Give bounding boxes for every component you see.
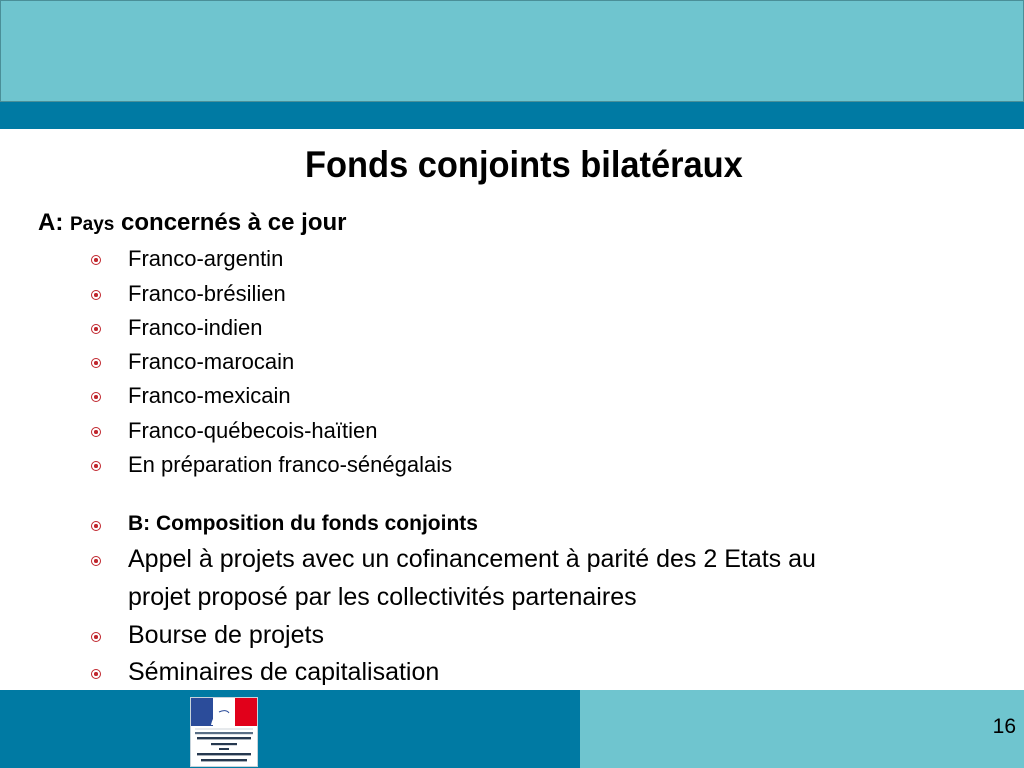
list-item	[128, 281, 286, 307]
section-a-rest: concernés à ce jour	[114, 209, 347, 236]
bullet-icon	[91, 324, 101, 334]
list-item	[128, 418, 377, 444]
list-item	[128, 246, 283, 272]
list-item-text: En préparation franco-sénégalais	[128, 452, 453, 477]
list-item-text: projet proposé par les collectivités partenaires	[128, 583, 637, 611]
list-item	[128, 452, 452, 478]
list-item-text: Franco-mexicain	[128, 383, 291, 408]
bullet-icon	[91, 632, 101, 642]
list-item	[128, 383, 291, 409]
footer-band-light	[580, 690, 1024, 768]
list-item-text: Franco-québecois-haïtien	[128, 418, 378, 443]
list-item-continuation	[128, 583, 637, 612]
list-item-text: Franco-indien	[128, 315, 263, 340]
marianne-logo-icon	[191, 698, 257, 766]
bullet-icon	[91, 392, 101, 402]
bullet-icon	[91, 461, 101, 471]
list-item-text: Franco-brésilien	[128, 281, 286, 306]
list-item	[128, 545, 816, 574]
list-item	[128, 315, 263, 341]
section-a-prefix: A:	[38, 209, 70, 236]
list-item-text: Bourse de projets	[128, 621, 324, 649]
bullet-icon	[91, 427, 101, 437]
page-number: 16	[992, 715, 1016, 738]
list-item	[128, 621, 324, 650]
list-item-text: Appel à projets avec un cofinancement à parité des 2 Etats au	[128, 545, 816, 573]
bullet-icon	[91, 521, 101, 531]
bullet-icon	[91, 290, 101, 300]
bullet-icon	[91, 255, 101, 265]
list-item-text: Franco-argentin	[128, 246, 284, 271]
marianne-logo	[190, 697, 258, 767]
bullet-icon	[91, 358, 101, 368]
bullet-icon	[91, 669, 101, 679]
slide-title: Fonds conjoints bilatéraux	[305, 144, 743, 185]
list-item-text: Séminaires de capitalisation	[128, 658, 440, 686]
section-b-heading	[128, 512, 478, 536]
header-band	[0, 0, 1024, 102]
header-strip	[0, 102, 1024, 129]
list-item	[128, 349, 294, 375]
list-item-text: Franco-marocain	[128, 349, 295, 374]
section-a-small: Pays	[70, 214, 115, 235]
bullet-icon	[91, 556, 101, 566]
list-item	[128, 658, 439, 687]
section-a-heading	[38, 209, 346, 237]
section-b-text: B: Composition du fonds conjoints	[128, 512, 478, 535]
footer-band-dark	[0, 690, 580, 768]
